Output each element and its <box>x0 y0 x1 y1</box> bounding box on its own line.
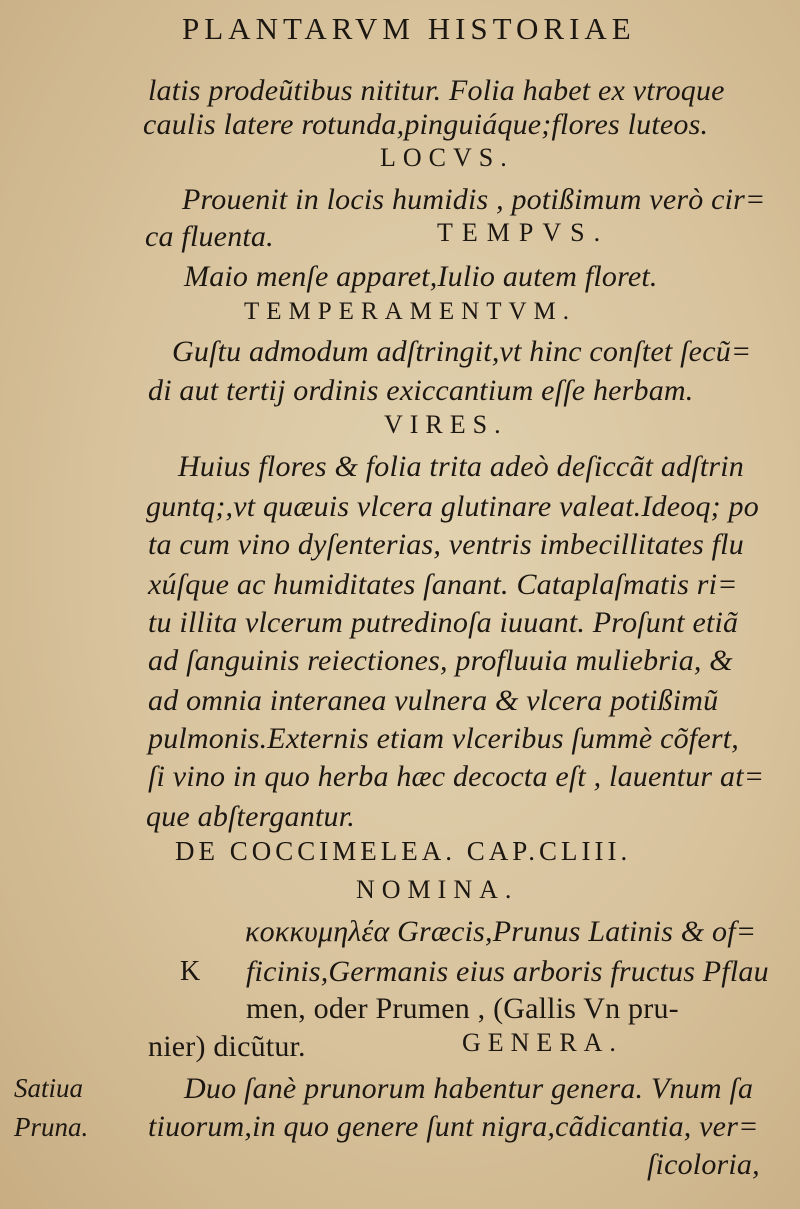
text-line-4: ca fluenta. <box>145 220 274 253</box>
chapter-heading: DE COCCIMELEA. CAP.CLIII. <box>175 836 632 866</box>
text-line-8: Huius flores & folia trita adeò deſiccãt adſtrin <box>178 450 744 483</box>
heading-genera: GENERA. <box>462 1028 623 1057</box>
running-head: PLANTARVM HISTORIAE <box>182 11 636 46</box>
text-line-14: ad omnia interanea vulnera & vlcera potißimũ <box>148 684 719 717</box>
text-line-17: que abſtergantur. <box>146 800 355 833</box>
text-line-12: tu illita vlcerum putredinoſa iuuant. Proſunt etiã <box>148 606 739 639</box>
text-line-3: Prouenit in locis humidis , potißimum verò cir= <box>182 183 766 216</box>
text-line-10: ta cum vino dyſenterias, ventris imbecillitates flu <box>148 528 744 561</box>
heading-vires: VIRES. <box>384 410 508 439</box>
text-line-22: Duo ſanè prunorum habentur genera. Vnum ſa <box>184 1072 754 1105</box>
heading-locus: LOCVS. <box>380 143 514 172</box>
text-line-16: ſi vino in quo herba hæc decocta eſt , lauentur at= <box>148 760 765 793</box>
text-line-7: di aut tertij ordinis exiccantium eſſe herbam. <box>148 374 694 407</box>
text-line-2: caulis latere rotunda,pinguiáque;flores luteos. <box>143 108 709 141</box>
text-line-24: ſicoloria, <box>647 1148 760 1181</box>
text-line-19: ficinis,Germanis eius arboris fructus Pflau <box>246 955 769 988</box>
initial-letter: K <box>180 956 201 987</box>
text-line-23: tiuorum,in quo genere ſunt nigra,cãdicantia, ver= <box>148 1110 759 1143</box>
text-line-1: latis prodeũtibus nititur. Folia habet ex vtroque <box>148 74 725 107</box>
text-line-9: guntq;,vt quæuis vlcera glutinare valeat.Ideoq; po <box>146 490 759 523</box>
text-line-18: κοκκυμηλέα Græcis,Prunus Latinis & of= <box>245 915 757 948</box>
heading-nomina: NOMINA. <box>356 875 519 904</box>
text-line-20: men, oder Prumen , (Gallis Vn pru- <box>246 992 679 1025</box>
heading-temperamentum: TEMPERAMENTVM. <box>244 298 577 325</box>
text-line-21: nier) dicũtur. <box>148 1030 306 1063</box>
text-line-13: ad ſanguinis reiectiones, profluuia muliebria, & <box>148 644 733 677</box>
text-line-15: pulmonis.Externis etiam vlceribus ſummè cõfert, <box>148 722 739 755</box>
text-line-5: Maio menſe apparet,Iulio autem floret. <box>184 260 658 293</box>
text-line-6: Guſtu admodum adſtringit,vt hinc conſtet ſecũ= <box>172 335 752 368</box>
margin-note-satiua: Satiua <box>14 1073 84 1103</box>
margin-note-pruna: Pruna. <box>14 1112 89 1142</box>
text-line-11: xúſque ac humiditates ſanant. Cataplaſmatis ri= <box>148 568 738 601</box>
heading-tempus: TEMPVS. <box>437 218 610 247</box>
